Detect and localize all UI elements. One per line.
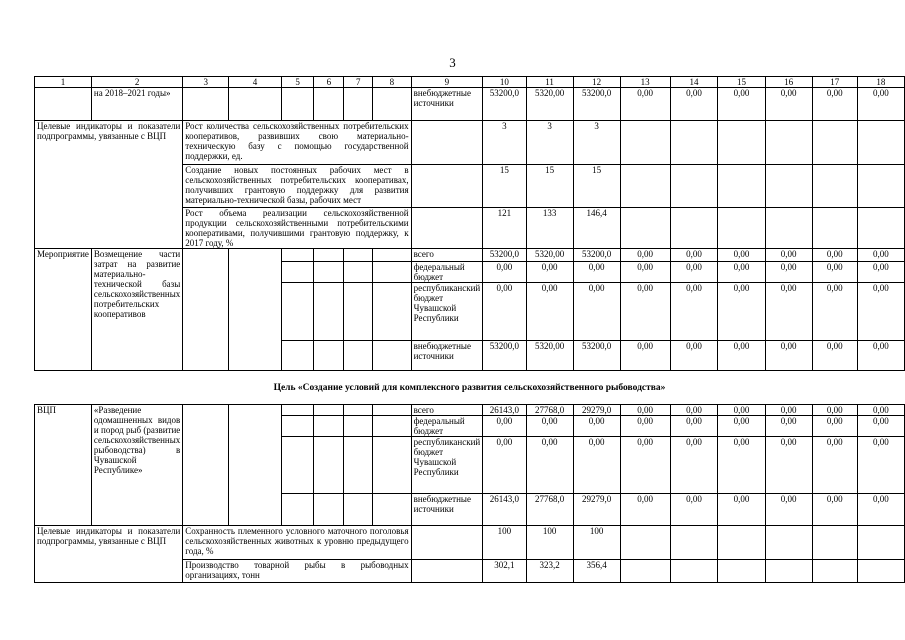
vcp-source-val-14: 0,00 xyxy=(670,437,718,494)
indicator-empty-15 xyxy=(718,208,765,249)
cont-col-1 xyxy=(35,88,92,121)
vcp-indicator-val-11: 323,2 xyxy=(526,560,573,583)
vcp-source-val-16: 0,00 xyxy=(765,494,812,526)
source-val-13: 0,00 xyxy=(620,341,670,371)
col-header-12: 12 xyxy=(573,77,620,88)
indicator-empty-13 xyxy=(620,208,670,249)
vcp-source-val-13: 0,00 xyxy=(620,405,670,416)
col-header-14: 14 xyxy=(670,77,718,88)
col-header-3: 3 xyxy=(183,77,229,88)
source-val-16: 0,00 xyxy=(765,262,812,283)
source-val-16: 0,00 xyxy=(765,249,812,262)
source-val-10: 53200,0 xyxy=(483,341,526,371)
indicator-empty-14 xyxy=(670,121,718,165)
cont-val-10: 53200,0 xyxy=(483,88,526,121)
source-val-13: 0,00 xyxy=(620,283,670,341)
source-val-12: 0,00 xyxy=(573,262,620,283)
vcp-source-label: республиканский бюджет Чувашской Республики xyxy=(411,437,483,494)
source-val-16: 0,00 xyxy=(765,283,812,341)
col-header-13: 13 xyxy=(620,77,670,88)
source-val-14: 0,00 xyxy=(670,283,718,341)
source-val-18: 0,00 xyxy=(857,249,904,262)
vcp-source-val-10: 26143,0 xyxy=(483,405,526,416)
measure-col-6 xyxy=(314,249,344,262)
source-val-15: 0,00 xyxy=(718,341,765,371)
measure-col-3 xyxy=(183,249,229,371)
source-val-10: 53200,0 xyxy=(483,249,526,262)
vcp-indicator-empty-15 xyxy=(718,526,765,560)
targets-label: Целевые индикаторы и показатели подпрограммы, увязанные с ВЦП xyxy=(35,121,183,249)
vcp-source-label: федеральный бюджет xyxy=(411,416,483,437)
col-header-16: 16 xyxy=(765,77,812,88)
col-header-7: 7 xyxy=(344,77,373,88)
source-val-14: 0,00 xyxy=(670,341,718,371)
indicator-val-11: 133 xyxy=(526,208,573,249)
indicator-val-12: 3 xyxy=(573,121,620,165)
measure-col-6 xyxy=(314,341,344,371)
source-val-17: 0,00 xyxy=(812,341,857,371)
vcp-col-4 xyxy=(229,405,282,526)
cont-val-11: 5320,00 xyxy=(526,88,573,121)
vcp-source-val-13: 0,00 xyxy=(620,494,670,526)
source-val-14: 0,00 xyxy=(670,249,718,262)
cont-val-18: 0,00 xyxy=(857,88,904,121)
indicator-empty-13 xyxy=(620,121,670,165)
indicator-val-11: 15 xyxy=(526,165,573,208)
indicator-empty-16 xyxy=(765,208,812,249)
source-label: федеральный бюджет xyxy=(411,262,483,283)
indicator-empty-18 xyxy=(857,121,904,165)
vcp-col-5 xyxy=(281,437,314,494)
vcp-col-5 xyxy=(281,494,314,526)
source-val-13: 0,00 xyxy=(620,249,670,262)
col-header-1: 1 xyxy=(35,77,92,88)
measure-col-5 xyxy=(281,283,314,341)
vcp-source-val-17: 0,00 xyxy=(812,437,857,494)
budget-table xyxy=(34,76,905,583)
vcp-source-val-17: 0,00 xyxy=(812,405,857,416)
measure-col-6 xyxy=(314,262,344,283)
col-header-17: 17 xyxy=(812,77,857,88)
vcp-indicator-empty-16 xyxy=(765,526,812,560)
cont-val-17: 0,00 xyxy=(812,88,857,121)
indicator-col-9 xyxy=(411,208,483,249)
measure-label: Мероприятие xyxy=(35,249,92,371)
measure-col-4 xyxy=(229,249,282,371)
vcp-source-label: всего xyxy=(411,405,483,416)
vcp-indicator-val-12: 356,4 xyxy=(573,560,620,583)
vcp-indicator-empty-15 xyxy=(718,560,765,583)
vcp-source-val-14: 0,00 xyxy=(670,494,718,526)
vcp-col-7 xyxy=(344,437,373,494)
col-header-18: 18 xyxy=(857,77,904,88)
vcp-source-val-16: 0,00 xyxy=(765,405,812,416)
source-val-11: 0,00 xyxy=(526,262,573,283)
col-header-10: 10 xyxy=(483,77,526,88)
source-val-15: 0,00 xyxy=(718,249,765,262)
cont-val-15: 0,00 xyxy=(718,88,765,121)
source-label: республиканский бюджет Чувашской Республики xyxy=(411,283,483,341)
indicator-empty-14 xyxy=(670,208,718,249)
vcp-label: ВЦП xyxy=(35,405,92,526)
vcp-indicator-empty-14 xyxy=(670,526,718,560)
vcp-source-val-15: 0,00 xyxy=(718,494,765,526)
vcp-source-val-15: 0,00 xyxy=(718,437,765,494)
vcp-source-val-18: 0,00 xyxy=(857,494,904,526)
source-val-10: 0,00 xyxy=(483,283,526,341)
vcp-col-8 xyxy=(373,416,411,437)
measure-name: Возмещение части затрат на развитие материально-технической базы сельскохозяйственных потребительских кооперативов xyxy=(91,249,182,371)
vcp-source-val-11: 27768,0 xyxy=(526,405,573,416)
vcp-col-6 xyxy=(314,494,344,526)
indicator-empty-17 xyxy=(812,121,857,165)
vcp-indicator-empty-16 xyxy=(765,560,812,583)
cont-val-12: 53200,0 xyxy=(573,88,620,121)
vcp-indicator-empty-17 xyxy=(812,560,857,583)
measure-col-5 xyxy=(281,341,314,371)
source-val-12: 0,00 xyxy=(573,283,620,341)
indicator-empty-14 xyxy=(670,165,718,208)
cont-val-14: 0,00 xyxy=(670,88,718,121)
indicator-empty-16 xyxy=(765,121,812,165)
vcp-source-val-18: 0,00 xyxy=(857,437,904,494)
vcp-targets-label: Целевые индикаторы и показатели подпрограммы, увязанные с ВЦП xyxy=(35,526,183,583)
source-val-16: 0,00 xyxy=(765,341,812,371)
vcp-source-val-12: 0,00 xyxy=(573,416,620,437)
col-header-5: 5 xyxy=(281,77,314,88)
vcp-source-val-17: 0,00 xyxy=(812,416,857,437)
page-number: 3 xyxy=(449,55,456,70)
source-val-18: 0,00 xyxy=(857,262,904,283)
indicator-empty-18 xyxy=(857,165,904,208)
vcp-source-label: внебюджетные источники xyxy=(411,494,483,526)
col-header-4: 4 xyxy=(229,77,282,88)
indicator-empty-17 xyxy=(812,208,857,249)
col-header-9: 9 xyxy=(411,77,483,88)
vcp-indicator-val-10: 100 xyxy=(483,526,526,560)
indicator-val-12: 15 xyxy=(573,165,620,208)
vcp-indicator-empty-13 xyxy=(620,526,670,560)
measure-col-5 xyxy=(281,249,314,262)
vcp-source-val-10: 0,00 xyxy=(483,416,526,437)
vcp-source-val-12: 29279,0 xyxy=(573,405,620,416)
source-val-17: 0,00 xyxy=(812,283,857,341)
vcp-col-5 xyxy=(281,405,314,416)
goal-heading: Цель «Создание условий для комплексного развития сельскохозяйственного рыбоводства» xyxy=(35,371,905,405)
indicator-empty-17 xyxy=(812,165,857,208)
vcp-source-val-18: 0,00 xyxy=(857,405,904,416)
indicator-empty-13 xyxy=(620,165,670,208)
vcp-source-val-12: 0,00 xyxy=(573,437,620,494)
vcp-name: «Разведение одомашненных видов и пород рыб (развитие сельскохозяйственных рыбоводства) в Чувашской Республике» xyxy=(91,405,182,526)
measure-col-8 xyxy=(373,262,411,283)
vcp-source-val-13: 0,00 xyxy=(620,437,670,494)
measure-col-8 xyxy=(373,341,411,371)
source-label: внебюджетные источники xyxy=(411,341,483,371)
vcp-col-7 xyxy=(344,494,373,526)
vcp-source-val-18: 0,00 xyxy=(857,416,904,437)
measure-col-5 xyxy=(281,262,314,283)
vcp-indicator-empty-18 xyxy=(857,560,904,583)
indicator-val-12: 146,4 xyxy=(573,208,620,249)
cont-col-6 xyxy=(314,88,344,121)
source-val-15: 0,00 xyxy=(718,283,765,341)
measure-col-7 xyxy=(344,249,373,262)
source-val-12: 53200,0 xyxy=(573,341,620,371)
indicator-val-11: 3 xyxy=(526,121,573,165)
vcp-source-val-11: 0,00 xyxy=(526,437,573,494)
source-val-18: 0,00 xyxy=(857,283,904,341)
source-val-10: 0,00 xyxy=(483,262,526,283)
vcp-col-8 xyxy=(373,437,411,494)
indicator-text: Рост объема реализации сельскохозяйственной продукции сельскохозяйственными потребительскими кооперативами, получившими грантовую поддержку, к 2017 году, % xyxy=(183,208,411,249)
indicator-val-10: 121 xyxy=(483,208,526,249)
vcp-indicator-empty-18 xyxy=(857,526,904,560)
col-header-6: 6 xyxy=(314,77,344,88)
vcp-source-val-14: 0,00 xyxy=(670,416,718,437)
source-val-11: 0,00 xyxy=(526,283,573,341)
vcp-source-val-14: 0,00 xyxy=(670,405,718,416)
vcp-indicator-empty-13 xyxy=(620,560,670,583)
vcp-source-val-13: 0,00 xyxy=(620,416,670,437)
indicator-text: Рост количества сельскохозяйственных потребительских кооперативов, развивших свою материально-техническую базу с помощью государственной поддержки, ед. xyxy=(183,121,411,165)
source-val-14: 0,00 xyxy=(670,262,718,283)
vcp-indicator-text: Производство товарной рыбы в рыбоводных организациях, тонн xyxy=(183,560,411,583)
indicator-col-9 xyxy=(411,165,483,208)
vcp-col-5 xyxy=(281,416,314,437)
source-val-11: 5320,00 xyxy=(526,249,573,262)
measure-col-8 xyxy=(373,249,411,262)
vcp-source-val-16: 0,00 xyxy=(765,416,812,437)
indicator-empty-16 xyxy=(765,165,812,208)
cont-col-3 xyxy=(183,88,229,121)
vcp-col-6 xyxy=(314,437,344,494)
vcp-indicator-empty-14 xyxy=(670,560,718,583)
vcp-col-8 xyxy=(373,405,411,416)
cont-col-7 xyxy=(344,88,373,121)
source-val-15: 0,00 xyxy=(718,262,765,283)
vcp-col-3 xyxy=(183,405,229,526)
indicator-empty-15 xyxy=(718,121,765,165)
indicator-col-9 xyxy=(411,121,483,165)
vcp-source-val-17: 0,00 xyxy=(812,494,857,526)
vcp-indicator-col-9 xyxy=(411,526,483,560)
indicator-val-10: 3 xyxy=(483,121,526,165)
vcp-source-val-11: 0,00 xyxy=(526,416,573,437)
cont-program-text: на 2018–2021 годы» xyxy=(91,88,182,121)
col-header-2: 2 xyxy=(91,77,182,88)
vcp-source-val-15: 0,00 xyxy=(718,416,765,437)
col-header-11: 11 xyxy=(526,77,573,88)
vcp-indicator-col-9 xyxy=(411,560,483,583)
col-header-8: 8 xyxy=(373,77,411,88)
indicator-empty-18 xyxy=(857,208,904,249)
source-val-12: 53200,0 xyxy=(573,249,620,262)
source-val-17: 0,00 xyxy=(812,262,857,283)
vcp-col-6 xyxy=(314,416,344,437)
vcp-source-val-15: 0,00 xyxy=(718,405,765,416)
vcp-source-val-16: 0,00 xyxy=(765,437,812,494)
col-header-15: 15 xyxy=(718,77,765,88)
vcp-indicator-empty-17 xyxy=(812,526,857,560)
vcp-source-val-12: 29279,0 xyxy=(573,494,620,526)
vcp-indicator-text: Сохранность племенного условного маточного поголовья сельскохозяйственных животных к уровню предыдущего года, % xyxy=(183,526,411,560)
vcp-source-val-10: 0,00 xyxy=(483,437,526,494)
cont-col-4 xyxy=(229,88,282,121)
indicator-empty-15 xyxy=(718,165,765,208)
cont-val-13: 0,00 xyxy=(620,88,670,121)
vcp-indicator-val-12: 100 xyxy=(573,526,620,560)
vcp-indicator-val-10: 302,1 xyxy=(483,560,526,583)
vcp-col-6 xyxy=(314,405,344,416)
cont-source: внебюджетные источники xyxy=(411,88,483,121)
measure-col-6 xyxy=(314,283,344,341)
cont-val-16: 0,00 xyxy=(765,88,812,121)
indicator-val-10: 15 xyxy=(483,165,526,208)
source-val-18: 0,00 xyxy=(857,341,904,371)
indicator-text: Создание новых постоянных рабочих мест в сельскохозяйственных потребительских кооперативах, получивших грантовую поддержку для развития материально-технической базы, рабочих мест xyxy=(183,165,411,208)
cont-col-5 xyxy=(281,88,314,121)
vcp-col-8 xyxy=(373,494,411,526)
vcp-col-7 xyxy=(344,416,373,437)
vcp-col-7 xyxy=(344,405,373,416)
measure-col-7 xyxy=(344,341,373,371)
source-label: всего xyxy=(411,249,483,262)
source-val-11: 5320,00 xyxy=(526,341,573,371)
source-val-13: 0,00 xyxy=(620,262,670,283)
cont-col-8 xyxy=(373,88,411,121)
measure-col-8 xyxy=(373,283,411,341)
source-val-17: 0,00 xyxy=(812,249,857,262)
vcp-source-val-10: 26143,0 xyxy=(483,494,526,526)
measure-col-7 xyxy=(344,262,373,283)
vcp-indicator-val-11: 100 xyxy=(526,526,573,560)
measure-col-7 xyxy=(344,283,373,341)
vcp-source-val-11: 27768,0 xyxy=(526,494,573,526)
